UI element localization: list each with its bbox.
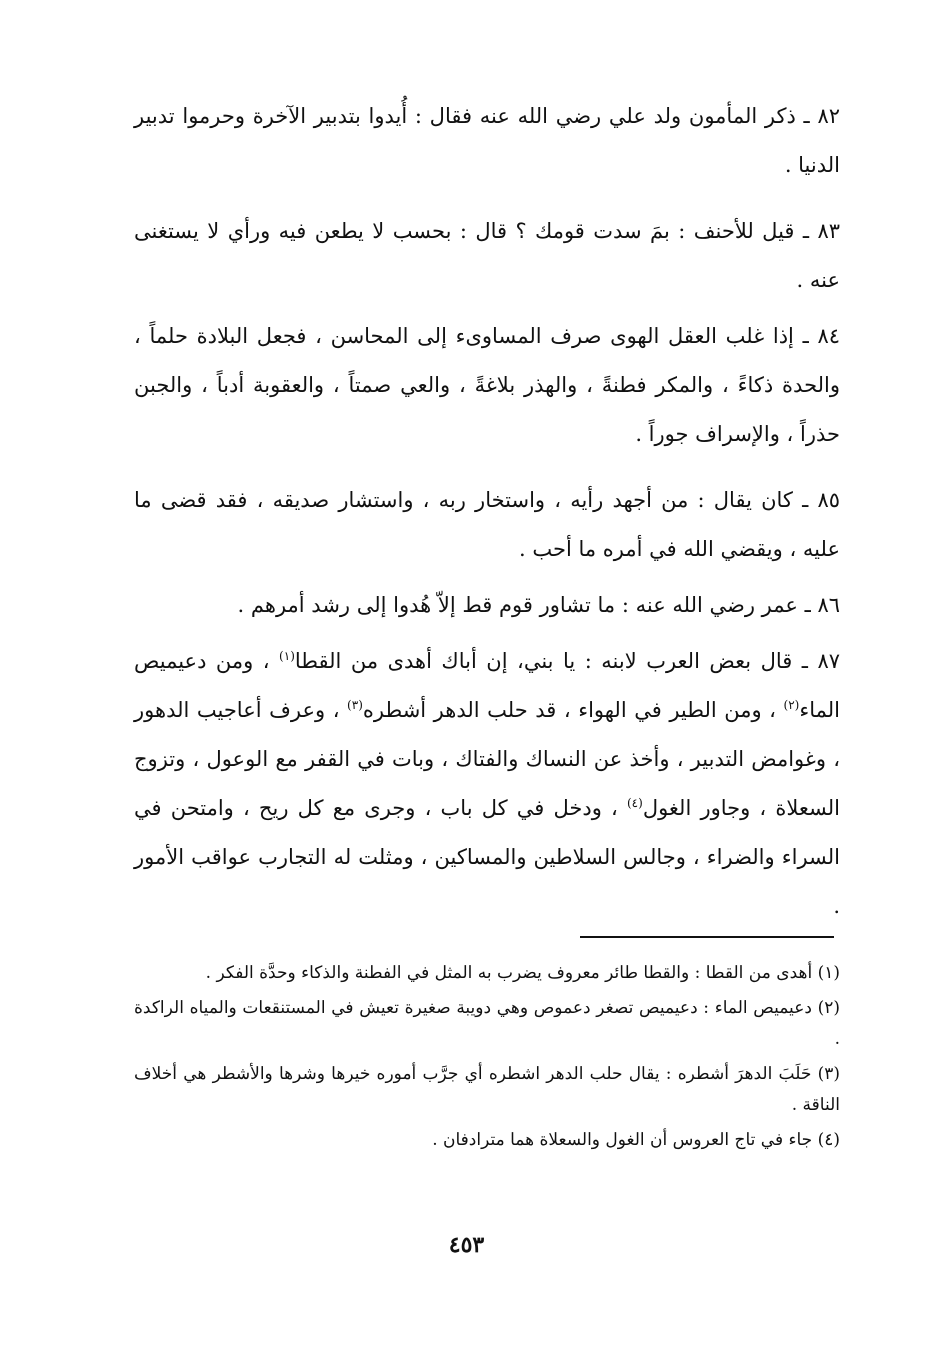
main-text-body: [134, 92, 840, 931]
footnote-ref-1: (١): [279, 649, 295, 663]
entry-83: ٨٣ ـ قيل للأحنف : بمَ سدت قومك ؟ قال : بحسب لا يطعن فيه ورأي لا يستغنى عنه .: [134, 219, 840, 292]
entry-87-text-3: ، ومن الطير في الهواء ، قد حلب الدهر أشطره: [362, 698, 784, 722]
entry-87-text-2: ، ومن دعيميص الماء: [134, 649, 841, 722]
entry-87: [134, 637, 840, 931]
entry-87-text-5: ، ودخل في كل باب ، وجرى مع كل ريح ، وامتحن في السراء والضراء ، وجالس السلاطين والمساكين ، ومثلت له التجارب عواقب الأمور .: [134, 796, 840, 918]
footnote-2: (٢) دعيميص الماء : دعيميص تصغر دعموص وهي دويبة صغيرة تعيش في المستنقعات والمياه الراكدة .: [134, 998, 840, 1049]
footnote-ref-4: (٤): [626, 796, 643, 810]
entry-87-text-1: ٨٧ ـ قال بعض العرب لابنه : يا بني، إن أباك أهدى من القطا: [294, 649, 840, 673]
entry-85: ٨٥ ـ كان يقال : من أجهد رأيه ، واستخار ربه ، واستشار صديقه ، فقد قضى ما عليه ، ويقضي الله في أمره ما أحب .: [134, 488, 840, 561]
footnote-ref-2: (٢): [783, 698, 800, 712]
footnote-separator: [580, 936, 834, 938]
entry-82: ٨٢ ـ ذكر المأمون ولد علي رضي الله عنه فقال : أُيدوا بتدبير الآخرة وحرموا تدبير الدنيا .: [134, 104, 840, 177]
footnotes-section: [134, 958, 840, 1160]
entry-87-text-4: ، وعرف أعاجيب الدهور ، وغوامض التدبير ، وأخذ عن النساك والفتاك ، وبات في القفر مع الوعول ، وتزوج السعلاة ، وجاور الغول: [134, 698, 840, 820]
footnote-1: (١) أهدى من القطا : والقطا طائر معروف يضرب به المثل في الفطنة والذكاء وحدَّة الفكر .: [205, 963, 840, 983]
entry-86: ٨٦ ـ عمر رضي الله عنه : ما تشاور قوم قط إلاّ هُدوا إلى رشد أمرهم .: [237, 593, 840, 617]
footnote-3: (٣) حَلَبَ الدهرَ أشطره : يقال حلب الدهر اشطره أي جرَّب أموره خيرها وشرها والأشطر هي أخلاف الناقة .: [134, 1064, 840, 1115]
entry-84: ٨٤ ـ إذا غلب العقل الهوى صرف المساوىء إلى المحاسن ، فجعل البلادة حلماً ، والحدة ذكاءً ، والمكر فطنةً ، والهذر بلاغةً ، والعي صمتاً ، والعقوبة أدباً ، والجبن حذراً ، والإسراف جوراً .: [134, 324, 840, 446]
footnote-4: (٤) جاء في تاج العروس أن الغول والسعلاة هما مترادفان .: [432, 1130, 840, 1150]
footnote-ref-3: (٣): [347, 698, 363, 712]
page-number: ٤٥٣: [448, 1232, 485, 1258]
